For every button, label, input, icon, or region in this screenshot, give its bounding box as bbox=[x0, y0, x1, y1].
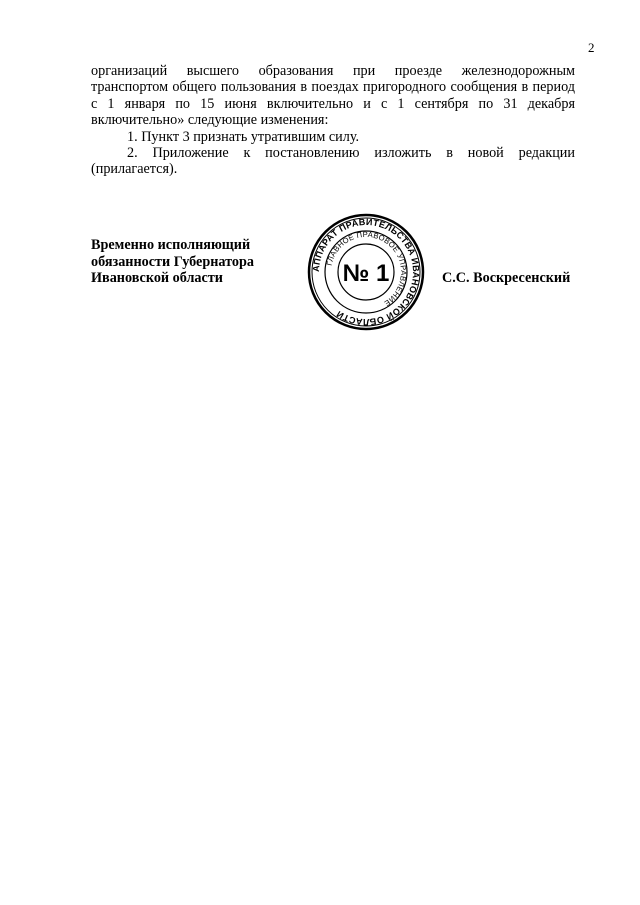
document-body bbox=[91, 63, 575, 178]
signatory-position-line-2: обязанности Губернатора bbox=[91, 253, 254, 270]
signatory-position bbox=[91, 237, 254, 287]
page-number: 2 bbox=[588, 40, 595, 55]
list-item-2: 2. Приложение к постановлению изложить в новой редакции (прилагается). bbox=[91, 145, 575, 178]
signatory-position-line-3: Ивановской области bbox=[91, 270, 223, 287]
list-item-1: 1. Пункт 3 признать утратившим силу. bbox=[127, 128, 360, 145]
stamp-inner-text: ГЛАВНОЕ ПРАВОВОЕ УПРАВЛЕНИЕ bbox=[324, 229, 409, 309]
signatory-name: С.С. Воскресенский bbox=[442, 270, 571, 286]
stamp-center-number: № 1 bbox=[342, 260, 390, 287]
intro-paragraph: организаций высшего образования при проезде железнодорожным транспортом общего пользования в поездах пригородного сообщения в период с 1 января по 15 июня включительно и с 1 сентября по 31 декабря включительно» следующие изменения: bbox=[91, 63, 575, 129]
signatory-position-line-1: Временно исполняющий bbox=[91, 237, 251, 253]
stamp-outer-text: АППАРАТ ПРАВИТЕЛЬСТВА ИВАНОВСКОЙ ОБЛАСТИ bbox=[310, 216, 422, 328]
official-stamp bbox=[306, 212, 426, 332]
